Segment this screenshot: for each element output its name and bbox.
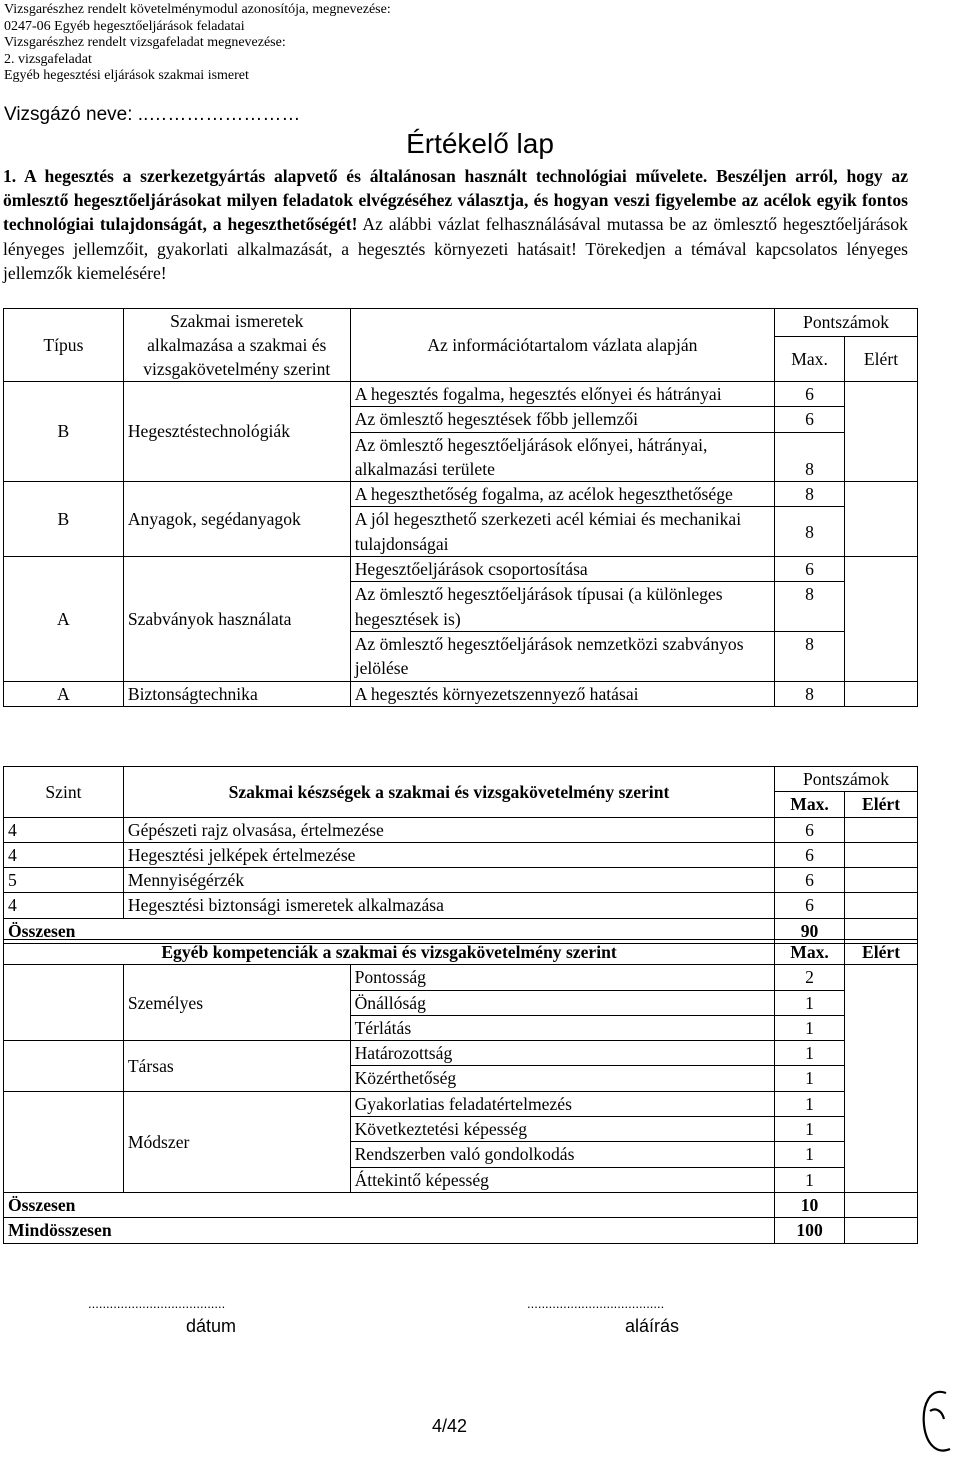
achieved-cell[interactable] [845,681,918,706]
max-cell: 1 [775,1167,845,1192]
skills-table [3,766,918,944]
level-cell: 4 [4,842,124,867]
header-max: Max. [775,792,845,817]
max-cell: 8 [775,681,845,706]
max-cell: 6 [775,817,845,842]
type-cell: B [4,382,124,482]
group-label: Személyes [123,965,350,1041]
max-cell: 1 [775,1066,845,1091]
max-cell: 6 [775,407,845,432]
header-achieved: Elért [845,792,918,817]
candidate-name-field: Vizsgázó neve: ..…………………… [4,104,301,125]
max-cell: 1 [775,1091,845,1116]
skill-cell: Gépészeti rajz olvasása, értelmezése [123,817,774,842]
table-row [4,382,918,407]
total-label: Összesen [4,918,775,943]
date-line: ...................................... [88,1296,226,1311]
total-label: Összesen [4,1192,775,1217]
page-title: Értékelő lap [406,128,554,159]
header-achieved: Elért [845,940,918,965]
info-cell: Az ömlesztő hegesztőeljárások előnyei, hátrányai, alkalmazási területe [350,432,774,482]
competencies-table [3,939,918,1244]
max-cell: 6 [775,868,845,893]
table-row [4,868,918,893]
table-row [4,817,918,842]
header-achieved: Elért [845,337,918,382]
level-cell: 4 [4,817,124,842]
header-line: Egyéb hegesztési eljárások szakmai ismeret [4,68,249,83]
max-cell: 6 [775,893,845,918]
header-points: Pontszámok [775,767,918,792]
achieved-cell[interactable] [845,893,918,918]
total-row [4,1192,918,1217]
header-line: 2. vizsgafeladat [4,51,92,67]
max-cell: 2 [775,965,845,990]
total-max: 90 [775,918,845,943]
table-row [4,965,918,990]
type-cell: B [4,482,124,557]
max-cell: 1 [775,1015,845,1040]
task-question: 1. A hegesztés a szerkezetgyártás alapvető és általánosan használt technológiai művelete. Beszéljen arról, hogy az ömlesztő hegesztőeljárásokat milyen feladatok elvégzéséhez választja, és hogyan veszi figyelembe az acélok egyik fontos technológiai tulajdonságát, a hegeszthetőségét! [3,166,908,235]
competency-cell: Közérthetőség [350,1066,775,1091]
type-cell: A [4,681,124,706]
table-row [4,1091,918,1116]
competency-cell: Határozottság [350,1041,775,1066]
topic-cell: Szabványok használata [123,557,350,681]
group-label: Módszer [123,1091,350,1192]
max-cell: 1 [775,990,845,1015]
header-competencies: Egyéb kompetenciák a szakmai és vizsgakövetelmény szerint [4,940,775,965]
level-cell: 4 [4,893,124,918]
type-cell: A [4,557,124,681]
header-level: Szint [4,767,124,818]
max-cell: 8 [775,507,845,557]
competency-cell: Rendszerben való gondolkodás [350,1142,775,1167]
table-row [4,482,918,507]
max-cell: 8 [775,432,845,482]
competency-cell: Következtetési képesség [350,1117,775,1142]
info-cell: Hegesztőeljárások csoportosítása [350,557,774,582]
competency-cell: Térlátás [350,1015,775,1040]
achieved-cell[interactable] [845,557,918,681]
max-cell: 6 [775,557,845,582]
topic-cell: Anyagok, segédanyagok [123,482,350,557]
grand-total-max: 100 [775,1218,845,1243]
info-cell: A jól hegeszthető szerkezeti acél kémiai és mechanikai tulajdonságai [350,507,774,557]
document-header [4,2,391,85]
header-info: Az információtartalom vázlata alapján [350,309,774,382]
competency-cell: Önállóság [350,990,775,1015]
max-cell: 6 [775,842,845,867]
max-cell: 8 [775,482,845,507]
max-cell: 8 [775,582,845,632]
max-cell: 1 [775,1142,845,1167]
achieved-cell[interactable] [845,965,918,1193]
level-cell: 5 [4,868,124,893]
task-instructions: Az alábbi vázlat felhasználásával mutassa be az ömlesztő hegesztőeljárások lényeges jellemzőit, gyakorlati alkalmazását, a hegesztés környezeti hatásait! Törekedjen a témával kapcsolatos lényeges jellemzők kiemelésére! [3,214,908,283]
header-line: 0247-06 Egyéb hegesztőeljárások feladatai [4,18,245,34]
signature-line: ...................................... [527,1296,665,1311]
grand-total-row [4,1218,918,1243]
table-row [4,557,918,582]
info-cell: A hegeszthetőség fogalma, az acélok hegeszthetősége [350,482,774,507]
header-max: Max. [775,337,845,382]
info-cell: A hegesztés környezetszennyező hatásai [350,681,774,706]
total-achieved[interactable] [845,1192,918,1217]
topic-cell: Biztonságtechnika [123,681,350,706]
knowledge-table [3,308,918,707]
task-description [3,164,908,285]
skill-cell: Hegesztési jelképek értelmezése [123,842,774,867]
max-cell: 6 [775,382,845,407]
table-row [4,893,918,918]
achieved-cell[interactable] [845,482,918,557]
competency-cell: Pontosság [350,965,775,990]
info-cell: Az ömlesztő hegesztések főbb jellemzői [350,407,774,432]
grand-total-achieved[interactable] [845,1218,918,1243]
achieved-cell[interactable] [845,868,918,893]
signature-label: aláírás [625,1316,680,1336]
header-line: Vizsgarészhez rendelt követelménymodul azonosítója, megnevezése: [4,2,391,17]
group-label: Társas [123,1041,350,1092]
handwritten-signature-icon [916,1385,954,1459]
max-cell: 1 [775,1041,845,1066]
achieved-cell[interactable] [845,842,918,867]
header-skills: Szakmai készségek a szakmai és vizsgakövetelmény szerint [123,767,774,818]
header-points: Pontszámok [775,309,918,337]
grand-total-label: Mindösszesen [4,1218,775,1243]
topic-cell: Hegesztéstechnológiák [123,382,350,482]
achieved-cell[interactable] [845,817,918,842]
info-cell: Az ömlesztő hegesztőeljárások nemzetközi szabványos jelölése [350,631,774,681]
max-cell: 1 [775,1117,845,1142]
table-row [4,681,918,706]
skill-cell: Mennyiségérzék [123,868,774,893]
table-row [4,1041,918,1066]
info-cell: A hegesztés fogalma, hegesztés előnyei és hátrányai [350,382,774,407]
achieved-cell[interactable] [845,382,918,482]
competency-cell: Gyakorlatias feladatértelmezés [350,1091,775,1116]
skill-cell: Hegesztési biztonsági ismeretek alkalmazása [123,893,774,918]
page-number: 4/42 [432,1416,468,1436]
total-max: 10 [775,1192,845,1217]
max-cell: 8 [775,631,845,681]
info-cell: Az ömlesztő hegesztőeljárások típusai (a különleges hegesztések is) [350,582,774,632]
header-type: Típus [4,309,124,382]
competency-cell: Áttekintő képesség [350,1167,775,1192]
header-max: Max. [775,940,845,965]
header-knowledge: Szakmai ismeretek alkalmazása a szakmai és vizsgakövetelmény szerint [123,309,350,382]
table-row [4,842,918,867]
header-line: Vizsgarészhez rendelt vizsgafeladat megnevezése: [4,35,286,50]
date-label: dátum [186,1316,237,1336]
